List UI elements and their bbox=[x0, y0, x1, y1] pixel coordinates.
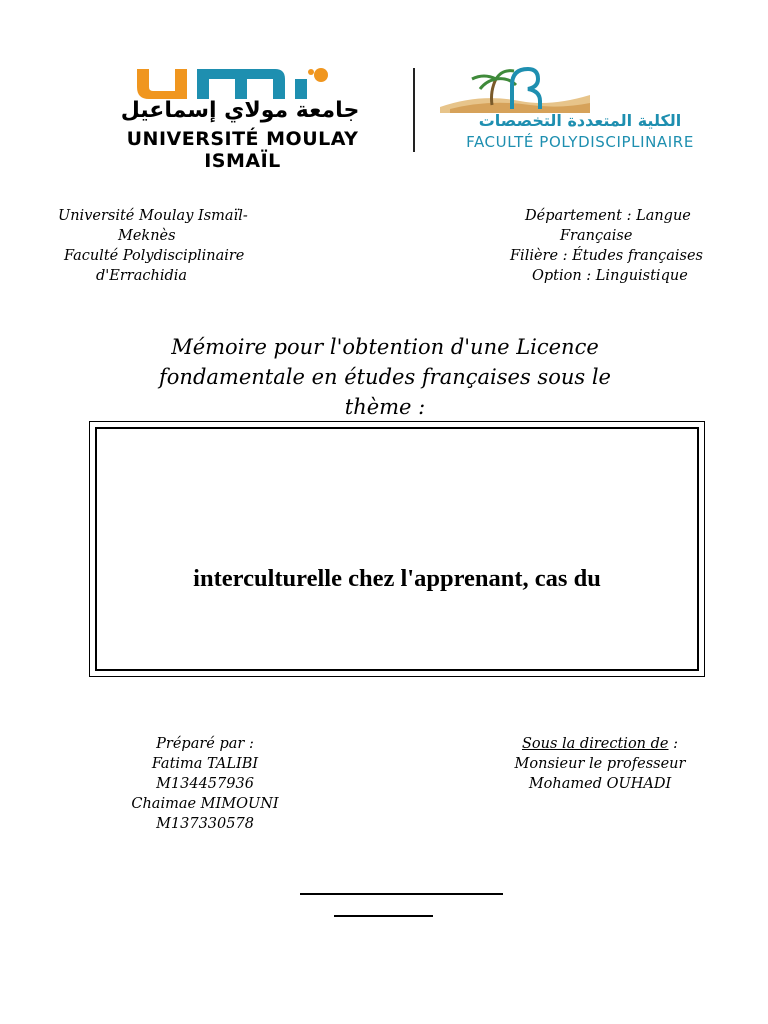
memoire-heading bbox=[100, 332, 670, 422]
memoire-heading-line: thème : bbox=[344, 395, 426, 419]
university-line: Université Moulay Ismaïl- bbox=[58, 208, 248, 224]
student-id: M137330578 bbox=[156, 816, 254, 832]
supervisor-name: Mohamed OUHADI bbox=[528, 776, 672, 792]
umi-latin-name: UNIVERSITÉ MOULAY ISMAÏL bbox=[126, 128, 359, 172]
supervision-label-suffix: : bbox=[668, 736, 678, 752]
theme-title: interculturelle chez l'apprenant, cas du bbox=[193, 565, 601, 592]
department-line: Française bbox=[560, 228, 633, 244]
prepared-by-block bbox=[100, 734, 310, 834]
prepared-by-label: Préparé par : bbox=[156, 736, 254, 752]
university-info bbox=[58, 206, 298, 286]
signature-rule-short bbox=[334, 915, 433, 917]
student-name: Chaimae MIMOUNI bbox=[131, 796, 279, 812]
faculty-arabic-name: الكلية المتعددة التخصصات bbox=[478, 111, 682, 130]
faculty-logo bbox=[440, 65, 700, 155]
supervision-label-row bbox=[490, 734, 710, 754]
supervision-block bbox=[490, 734, 710, 794]
university-line: Faculté Polydisciplinaire bbox=[64, 248, 245, 264]
supervision-label: Sous la direction de bbox=[521, 736, 669, 752]
department-line: Département : Langue bbox=[525, 208, 691, 224]
theme-box bbox=[89, 421, 705, 677]
student-name: Fatima TALIBI bbox=[151, 756, 259, 772]
department-line: Filière : Études françaises bbox=[510, 248, 703, 264]
supervisor-title: Monsieur le professeur bbox=[514, 756, 686, 772]
faculty-latin-name: FACULTÉ POLYDISCIPLINAIRE bbox=[466, 133, 694, 151]
umi-logo-mark bbox=[135, 67, 350, 101]
university-line: d'Errachidia bbox=[96, 268, 188, 284]
memoire-heading-line: fondamentale en études françaises sous le bbox=[159, 365, 611, 389]
student-id: M134457936 bbox=[156, 776, 254, 792]
theme-box-inner-border bbox=[95, 427, 699, 671]
memoire-heading-line: Mémoire pour l'obtention d'une Licence bbox=[171, 335, 599, 359]
signature-rule-long bbox=[300, 893, 503, 895]
umi-arabic-name: جامعة مولاي إسماعيل bbox=[120, 98, 360, 123]
faculty-logo-mark bbox=[440, 65, 590, 113]
umi-logo bbox=[95, 62, 390, 172]
department-line: Option : Linguistique bbox=[532, 268, 688, 284]
logo-divider bbox=[413, 68, 415, 152]
department-info bbox=[500, 206, 740, 286]
university-line: Meknès bbox=[118, 228, 176, 244]
